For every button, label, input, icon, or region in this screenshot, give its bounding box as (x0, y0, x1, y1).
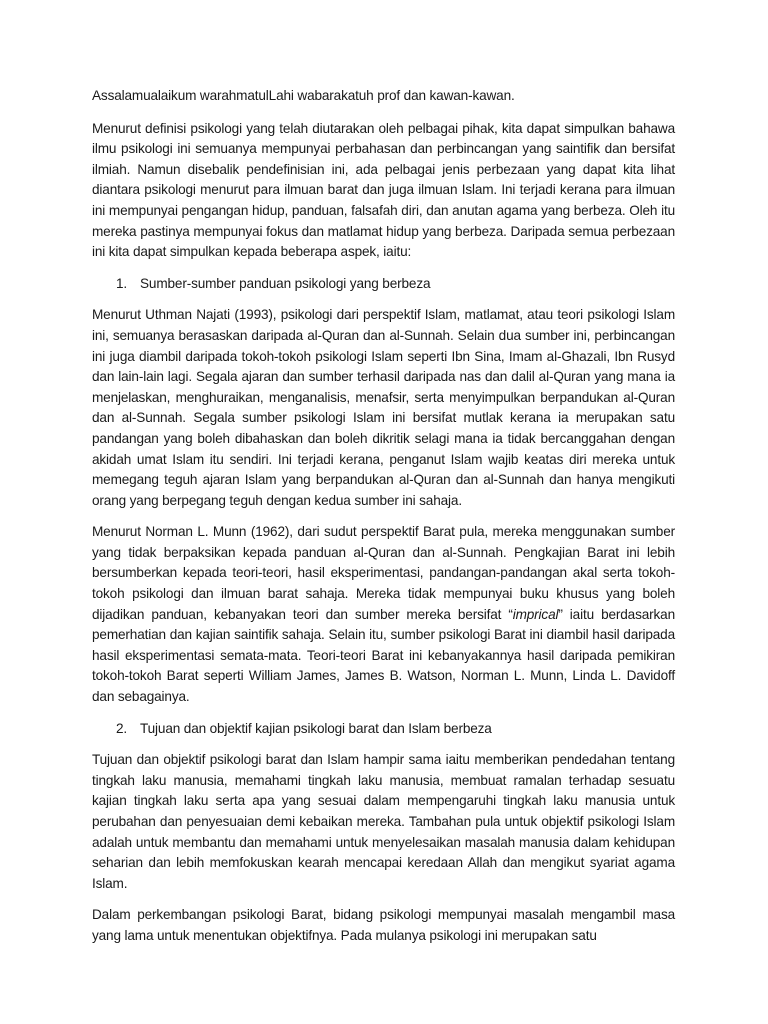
section-2-heading (92, 719, 675, 740)
section-1-title: Sumber-sumber panduan psikologi yang berbeza (140, 275, 431, 291)
section-2-paragraph-2: Dalam perkembangan psikologi Barat, bidang psikologi mempunyai masalah mengambil masa yang lama untuk menentukan objektifnya. Pada mulanya psikologi ini merupakan satu (92, 907, 675, 943)
section-2-paragraph-1: Tujuan dan objektif psikologi barat dan Islam hampir sama iaitu memberikan pendedahan tentang tingkah laku manusia, memahami tingkah laku manusia, membuat ramalan terhadap sesuatu kajian tingkah laku serta apa yang sesuai dalam mempengaruhi tingkah laku manusia untuk perubahan dan penyesuaian demi kebaikan mereka. Tambahan pula untuk objektif psikologi Islam adalah untuk membantu dan memahami untuk menyelesaikan masalah manusia dalam kehidupan seharian dan lebih memfokuskan kearah mencapai keredaan Allah dan mengikut syariat agama Islam. (92, 752, 675, 891)
paragraph-barat-text-after: ” iaitu berdasarkan pemerhatian dan kajian saintifik sahaja. Selain itu, sumber psikologi Barat ini diambil hasil daripada hasil eksperimentasi semata-mata. Teori-teori Barat ini kebanyakannya hasil daripada pemikiran tokoh-tokoh Barat seperti William James, James B. Watson, Norman L. Munn, Linda L. Davidoff dan sebagainya. (92, 606, 675, 705)
section-1-paragraph-barat (92, 522, 675, 707)
section-2-number: 2. (116, 720, 128, 736)
document-page (92, 86, 675, 958)
paragraph-barat-text-before: Menurut Norman L. Munn (1962), dari sudut perspektif Barat pula, mereka menggunakan sumber yang tidak berpaksikan kepada panduan al-Quran dan al-Sunnah. Pengkajian Barat ini lebih bersumberkan kepada teori-teori, hasil eksperimentasi, pandangan-pandangan akal serta tokoh-tokoh psikologi dan ilmuan barat sahaja. Mereka tidak mempunyai buku khusus yang boleh dijadikan panduan, kebanyakan teori dan sumber mereka bersifat “ (92, 524, 675, 622)
section-1-number: 1. (116, 275, 128, 291)
section-1-heading (92, 274, 675, 295)
intro-paragraph: Menurut definisi psikologi yang telah diutarakan oleh pelbagai pihak, kita dapat simpulkan bahawa ilmu psikologi ini semuanya mempunyai perbahasan dan perbincangan yang saintifik dan bersifat ilmiah. Namun disebalik pendefinisian ini, ada pelbagai jenis perbezaan yang dapat kita lihat diantara psikologi menurut para ilmuan barat dan juga ilmuan Islam. Ini terjadi kerana para ilmuan ini mempunyai pengangan hidup, panduan, falsafah diri, dan anutan agama yang berbeza. Oleh itu mereka pastinya mempunyai fokus dan matlamat hidup yang berbeza. Daripada semua perbezaan ini kita dapat simpulkan kepada beberapa aspek, iaitu: (92, 120, 675, 260)
greeting-text: Assalamualaikum warahmatulLahi wabarakatuh prof dan kawan-kawan. (92, 88, 515, 103)
section-1-paragraph-islam: Menurut Uthman Najati (1993), psikologi dari perspektif Islam, matlamat, atau teori psikologi Islam ini, semuanya berasaskan daripada al-Quran dan al-Sunnah. Selain dua sumber ini, perbincangan ini juga diambil daripada tokoh-tokoh psikologi Islam seperti Ibn Sina, Imam al-Ghazali, Ibn Rusyd dan lain-lain lagi. Segala ajaran dan sumber terhasil daripada nas dan dalil al-Quran yang mana ia menjelaskan, menghuraikan, menganalisis, menafsir, serta menyimpulkan berpandukan al-Quran dan al-Sunnah. Segala sumber psikologi Islam ini bersifat mutlak kerana ia merupakan satu pandangan yang boleh dibahaskan dan boleh dikritik selagi mana ia tidak bercanggahan dengan akidah umat Islam itu sendiri. Ini terjadi kerana, penganut Islam wajib keatas diri mereka untuk memegang teguh ajaran Islam yang berpandukan al-Quran dan al-Sunnah dan hanya mengikuti orang yang berpegang teguh dengan kedua sumber ini sahaja. (92, 307, 675, 508)
paragraph-barat-italic-term: imprical (512, 606, 559, 622)
section-2-title: Tujuan dan objektif kajian psikologi barat dan Islam berbeza (140, 720, 492, 736)
